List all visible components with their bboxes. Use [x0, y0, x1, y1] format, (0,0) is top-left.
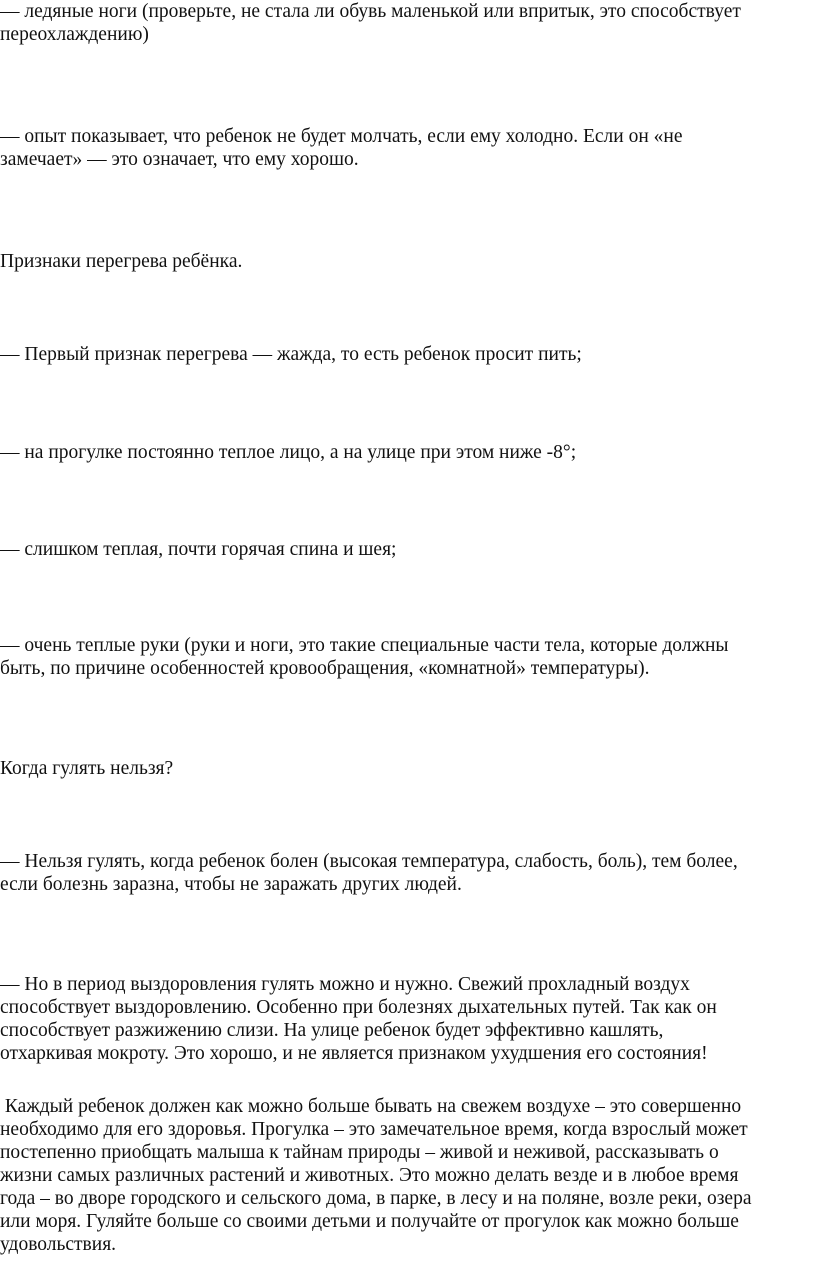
paragraph-thirst: [0, 343, 812, 366]
text-line: быть, по причине особенностей кровообращения, «комнатной» температуры).: [0, 658, 650, 679]
text-line: необходимо для его здоровья. Прогулка – это замечательное время, когда взрослый может: [0, 1119, 748, 1140]
text-line: — Нельзя гулять, когда ребенок болен (высокая температура, слабость, боль), тем более,: [0, 851, 738, 872]
text-line: — на прогулке постоянно теплое лицо, а на улице при этом ниже -8°;: [0, 442, 577, 463]
text-line: отхаркивая мокроту. Это хорошо, и не является признаком ухудшения его состояния!: [0, 1043, 708, 1064]
text-line: — слишком теплая, почти горячая спина и шея;: [0, 539, 397, 560]
heading-overheating-signs: [0, 250, 812, 273]
text-line: Признаки перегрева ребёнка.: [0, 251, 243, 272]
paragraph-warm-face: [0, 441, 812, 464]
text-line: Каждый ребенок должен как можно больше бывать на свежем воздухе – это совершенно: [0, 1096, 742, 1117]
paragraph-cold-feet: [0, 0, 812, 46]
text-line: — Первый признак перегрева — жажда, то есть ребенок просит пить;: [0, 344, 582, 365]
heading-when-not-to-walk: [0, 757, 812, 780]
text-line: переохлаждению): [0, 24, 149, 45]
paragraph-child-not-silent: [0, 125, 812, 171]
text-line: или моря. Гуляйте больше со своими детьми и получайте от прогулок как можно больше: [0, 1211, 739, 1232]
text-line: если болезнь заразна, чтобы не заражать других людей.: [0, 874, 462, 895]
text-line: — опыт показывает, что ребенок не будет молчать, если ему холодно. Если он «не: [0, 126, 683, 147]
paragraph-recovery: [0, 973, 812, 1065]
text-line: замечает» — это означает, что ему хорошо.: [0, 149, 359, 170]
text-line: Когда гулять нельзя?: [0, 758, 174, 779]
text-line: — очень теплые руки (руки и ноги, это такие специальные части тела, которые должны: [0, 635, 729, 656]
text-line: года – во дворе городского и сельского дома, в парке, в лесу и на поляне, возле реки, озера: [0, 1188, 752, 1209]
text-line: удовольствия.: [0, 1234, 117, 1255]
paragraph-warm-back: [0, 538, 812, 561]
paragraph-warm-hands: [0, 634, 812, 680]
text-line: способствует выздоровлению. Особенно при болезнях дыхательных путей. Так как он: [0, 997, 717, 1018]
text-line: — ледяные ноги (проверьте, не стала ли обувь маленькой или впритык, это способствует: [0, 1, 741, 22]
text-line: способствует разжижению слизи. На улице ребенок будет эффективно кашлять,: [0, 1020, 664, 1041]
text-line: жизни самых различных растений и животных. Это можно делать везде и в любое время: [0, 1165, 739, 1186]
text-line: — Но в период выздоровления гулять можно и нужно. Свежий прохладный воздух: [0, 974, 690, 995]
text-line: постепенно приобщать малыша к тайнам природы – живой и неживой, рассказывать о: [0, 1142, 719, 1163]
paragraph-sick-child: [0, 850, 812, 896]
paragraph-fresh-air: [0, 1095, 812, 1256]
